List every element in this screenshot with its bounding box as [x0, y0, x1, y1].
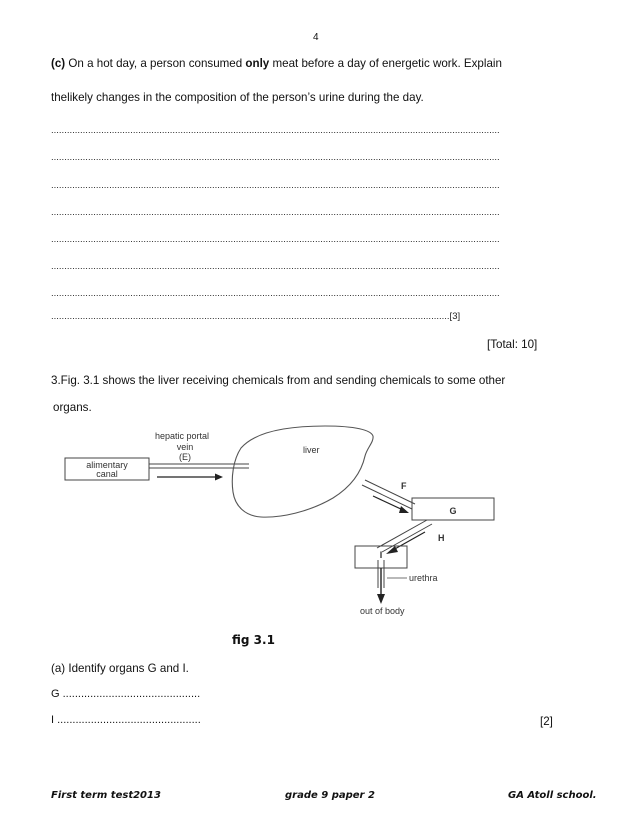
liver-diagram — [55, 418, 515, 618]
arrow-h-head — [386, 546, 398, 554]
g-label: G — [449, 506, 457, 516]
total-marks: [Total: 10] — [487, 338, 538, 351]
answer-line-7: .......................................................................................................................................................................... — [51, 288, 500, 299]
liver-label: liver — [303, 445, 320, 455]
arrow-h — [393, 532, 425, 550]
answer-line-8: .......................................................................................................................................................[3] — [51, 311, 461, 322]
answer-line-1: .......................................................................................................................................................................... — [51, 125, 500, 136]
i-label: I — [379, 550, 383, 560]
liver-outline — [232, 426, 373, 517]
question-c-line-2: thelikely changes in the composition of the person’s urine during the day. — [51, 91, 424, 104]
answer-line-3: .......................................................................................................................................................................... — [51, 180, 500, 191]
question-c-text-b: meat before a day of energetic work. Explain — [269, 57, 502, 70]
marks-a: [2] — [540, 715, 553, 728]
urethra-label: urethra — [409, 573, 438, 583]
alimentary-label-2: canal — [96, 469, 118, 479]
out-of-body-label: out of body — [360, 606, 405, 616]
answer-line-2: .......................................................................................................................................................................... — [51, 152, 500, 163]
question-c-line-1 — [51, 57, 502, 70]
page-number: 4 — [313, 32, 319, 43]
hepatic-label-3: (E) — [179, 452, 191, 462]
figure-caption: fig 3.1 — [232, 633, 275, 647]
alimentary-label-1: alimentary — [86, 460, 128, 470]
answer-line-5: .......................................................................................................................................................................... — [51, 234, 500, 245]
arrow-out-head — [377, 594, 385, 604]
question-c-emphasis: only — [245, 57, 270, 70]
hepatic-label-1: hepatic portal — [154, 431, 210, 441]
answer-g: G ............................................. — [51, 688, 201, 700]
footer-center: grade 9 paper 2 — [285, 790, 375, 801]
footer-right: GA Atoll school. — [508, 790, 597, 801]
question-c-label: (c) — [51, 57, 66, 70]
vessel-h-line-1 — [377, 520, 427, 548]
question-3-line-1: 3.Fig. 3.1 shows the liver receiving chemicals from and sending chemicals to some other — [51, 374, 506, 387]
vessel-f-line-1 — [365, 480, 415, 504]
question-a-prompt: (a) Identify organs G and I. — [51, 662, 189, 675]
question-3-line-2: organs. — [53, 401, 92, 414]
h-label: H — [438, 533, 445, 543]
answer-i: I ............................................... — [51, 714, 201, 726]
hepatic-label-2: vein — [176, 442, 194, 452]
footer-left: First term test2013 — [51, 790, 161, 801]
question-c-text-a: On a hot day, a person consumed — [65, 57, 246, 70]
answer-line-6: .......................................................................................................................................................................... — [51, 261, 500, 272]
answer-line-4: .......................................................................................................................................................................... — [51, 207, 500, 218]
f-label: F — [401, 481, 407, 491]
arrow-e-head — [215, 474, 223, 481]
